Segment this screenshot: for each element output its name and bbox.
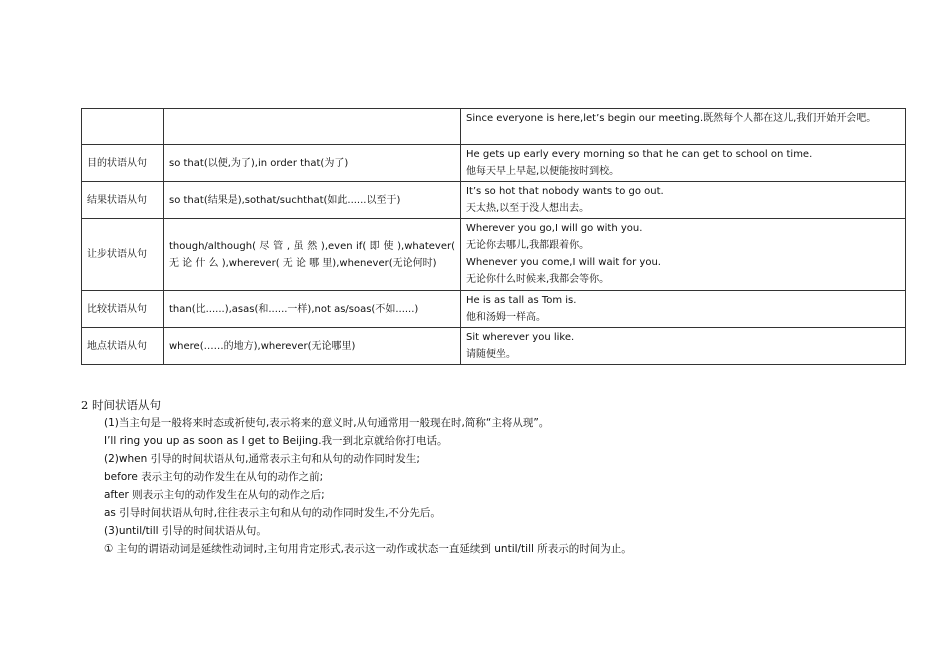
- conjunction-cell: [164, 109, 461, 145]
- conjunction-text: though/although( 尽 管 , 虽 然 ),even if( 即 使 ),whatever( 无 论 什 么 ),wherever( 无 论 哪 里),whenever(无论何时): [169, 240, 455, 269]
- section-heading: 2 时间状语从句: [81, 398, 161, 412]
- example-cell: [461, 328, 906, 365]
- conjunction-cell: than(比......),asas(和......一样),not as/soas(不如......): [164, 291, 461, 328]
- section-paragraph: after 则表示主句的动作发生在从句的动作之后;: [104, 489, 325, 501]
- clause-type-cell: 地点状语从句: [82, 328, 164, 365]
- example-cell: [461, 182, 906, 219]
- example-line: He is as tall as Tom is.: [466, 295, 577, 306]
- clause-type-cell: 目的状语从句: [82, 145, 164, 182]
- conjunction-cell: so that(结果是),sothat/suchthat(如此......以至于): [164, 182, 461, 219]
- section-paragraph: ① 主句的谓语动词是延续性动词时,主句用肯定形式,表示这一动作或状态一直延续到 until/till 所表示的时间为止。: [104, 543, 632, 555]
- table-row: [82, 219, 906, 291]
- clause-type-cell: [82, 109, 164, 145]
- clause-type-cell: 比较状语从句: [82, 291, 164, 328]
- example-line: He gets up early every morning so that he can get to school on time.: [466, 149, 813, 160]
- example-line: Whenever you come,I will wait for you.: [466, 257, 661, 268]
- clause-table: [81, 108, 906, 365]
- section-paragraph: as 引导时间状语从句时,往往表示主句和从句的动作同时发生,不分先后。: [104, 507, 441, 519]
- example-line: Sit wherever you like.: [466, 332, 575, 343]
- time-clause-section: [81, 396, 911, 558]
- example-line: It’s so hot that nobody wants to go out.: [466, 186, 664, 197]
- example-cell: [461, 291, 906, 328]
- example-line: 他每天早上早起,以便能按时到校。: [466, 166, 620, 177]
- table-row: [82, 182, 906, 219]
- example-line: 无论你去哪儿,我都跟着你。: [466, 240, 590, 251]
- conjunction-cell: so that(以便,为了),in order that(为了): [164, 145, 461, 182]
- table-row: [82, 328, 906, 365]
- example-cell: [461, 219, 906, 291]
- example-line: 天太热,以至于没人想出去。: [466, 203, 590, 214]
- conjunction-cell: where(……的地方),wherever(无论哪里): [164, 328, 461, 365]
- example-line: Since everyone is here,let’s begin our meeting.既然每个人都在这儿,我们开始开会吧。: [466, 113, 877, 124]
- section-paragraph: (1)当主句是一般将来时态或祈使句,表示将来的意义时,从句通常用一般现在时,简称“主将从现”。: [104, 417, 550, 429]
- example-cell: [461, 109, 906, 145]
- example-line: Wherever you go,I will go with you.: [466, 223, 643, 234]
- clause-type-cell: 让步状语从句: [82, 219, 164, 291]
- section-paragraph: before 表示主句的动作发生在从句的动作之前;: [104, 471, 324, 483]
- example-cell: [461, 145, 906, 182]
- example-line: 请随便坐。: [466, 349, 516, 360]
- section-paragraph: I’ll ring you up as soon as I get to Beijing.我一到北京就给你打电话。: [104, 435, 448, 447]
- example-line: 无论你什么时候来,我都会等你。: [466, 274, 610, 285]
- table-row: [82, 109, 906, 145]
- section-paragraph: (3)until/till 引导的时间状语从句。: [104, 525, 267, 537]
- section-paragraph: (2)when 引导的时间状语从句,通常表示主句和从句的动作同时发生;: [104, 453, 420, 465]
- table-row: [82, 291, 906, 328]
- example-line: 他和汤姆一样高。: [466, 312, 546, 323]
- conjunction-cell: [164, 219, 461, 291]
- table-row: [82, 145, 906, 182]
- clause-type-cell: 结果状语从句: [82, 182, 164, 219]
